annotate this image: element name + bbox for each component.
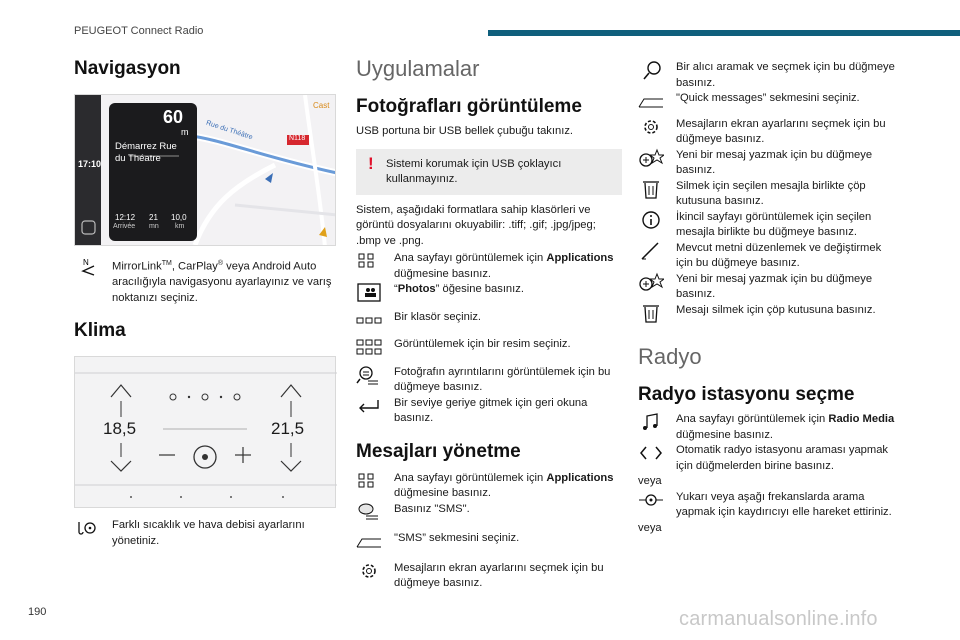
msg-step-sms: Basınız "SMS". bbox=[356, 502, 622, 518]
photo-step-back: Bir seviye geriye gitmek için geri okuna basınız. bbox=[356, 396, 622, 427]
msg-step-search: Bir alıcı aramak ve seçmek için bu düğmeye basınız. bbox=[638, 60, 900, 91]
mirror-link-instruction: N MirrorLink™, CarPlay® veya Android Auto aracılığıyla navigasyonu ayarlayınız ve varış noktanızı seçiniz. bbox=[74, 256, 336, 306]
new-message-icon bbox=[638, 148, 664, 168]
tab-icon bbox=[356, 531, 382, 551]
distance-unit: m bbox=[181, 127, 189, 137]
right-temperature: 21,5 bbox=[271, 419, 305, 439]
folder-list-icon bbox=[356, 310, 382, 330]
page-number: 190 bbox=[28, 606, 47, 618]
msg-step-quick-tab: "Quick messages” sekmesini seçiniz. bbox=[638, 91, 900, 107]
messages-heading: Mesajları yönetme bbox=[356, 440, 521, 462]
trash-icon bbox=[638, 179, 664, 199]
eta-label: Arrivée bbox=[113, 223, 136, 230]
details-search-icon bbox=[356, 365, 382, 385]
photos-icon bbox=[356, 282, 382, 302]
or-text-2: veya bbox=[638, 521, 662, 534]
photos-heading: Fotoğrafları görüntüleme bbox=[356, 96, 582, 117]
msg-step-edit: Mevcut metni düzenlemek ve değiştirmek için bu düğmeye basınız. bbox=[638, 241, 900, 272]
left-temperature: 18,5 bbox=[103, 419, 137, 439]
corner-map-label: Cast bbox=[313, 101, 330, 110]
column-messages-radio bbox=[638, 60, 900, 536]
clock: 17:10 bbox=[78, 159, 102, 169]
seek-arrows-icon bbox=[638, 443, 664, 463]
msg-step-delete: Silmek için seçilen mesajla birlikte çöp kutusuna basınız. bbox=[638, 179, 900, 210]
photo-step-details: Fotoğrafın ayrıntılarını görüntülemek için bu düğmeye basınız. bbox=[356, 365, 622, 396]
applications-grid-icon bbox=[356, 251, 382, 271]
photo-step-image: Görüntülemek için bir resim seçiniz. bbox=[356, 337, 622, 353]
climate-heading: Klima bbox=[74, 320, 126, 342]
navigation-heading: Navigasyon bbox=[74, 58, 181, 79]
back-arrow-icon bbox=[356, 396, 382, 416]
watermark: carmanualsonline.info bbox=[679, 608, 878, 630]
navigation-screen-image bbox=[74, 94, 336, 246]
climate-instruction: Farklı sıcaklık ve hava debisi ayarlarını yönetiniz. bbox=[74, 518, 336, 549]
remaining-minutes: 21 bbox=[149, 213, 158, 222]
new-message-icon bbox=[638, 272, 664, 292]
column-navigation bbox=[74, 54, 336, 549]
settings-gear-icon bbox=[638, 117, 664, 137]
photo-step-applications: Ana sayfayı görüntülemek için Applications düğmesine basınız. bbox=[356, 251, 622, 282]
km-label: km bbox=[175, 223, 185, 230]
applications-grid-icon bbox=[356, 471, 382, 491]
msg-step-applications: Ana sayfayı görüntülemek için Applications düğmesine basınız. bbox=[356, 471, 622, 502]
remaining-km: 10,0 bbox=[171, 213, 187, 222]
eta-time: 12:12 bbox=[115, 213, 136, 222]
radio-step-seek: Otomatik radyo istasyonu araması yapmak için düğmelerden birine basınız. bbox=[638, 443, 900, 474]
usb-warning-box: ! Sistemi korumak için USB çoklayıcı kullanmayınız. bbox=[356, 149, 622, 195]
edit-pencil-icon bbox=[638, 241, 664, 261]
road-label: N118 bbox=[289, 135, 306, 142]
street-map-label: Rue du Théâtre bbox=[205, 119, 254, 142]
radio-heading: Radyo bbox=[638, 344, 702, 369]
radio-step-slider: Yukarı veya aşağı frekanslarda arama yapmak için kaydırıcıyı elle hareket ettiriniz. bbox=[638, 490, 900, 521]
column-applications bbox=[356, 54, 622, 592]
radio-selection-heading: Radyo istasyonu seçme bbox=[638, 384, 855, 405]
formats-text: Sistem, aşağıdaki formatlara sahip klasörleri ve görüntü dosyalarını okuyabilir: .tiff; .gif; .jpg/jpeg; .bmp ve .png. bbox=[356, 203, 596, 247]
msg-step-sms-tab: "SMS” sekmesini seçiniz. bbox=[356, 531, 622, 547]
warning-exclamation-icon: ! bbox=[368, 153, 374, 173]
info-icon bbox=[638, 210, 664, 230]
photo-step-photos: “Photos” öğesine basınız. bbox=[356, 282, 622, 298]
radio-step-home: Ana sayfayı görüntülemek için Radio Media düğmesine basınız. bbox=[638, 412, 900, 443]
sms-icon bbox=[356, 502, 382, 522]
settings-gear-icon bbox=[356, 561, 382, 581]
search-icon bbox=[638, 60, 664, 80]
or-text-1: veya bbox=[638, 475, 662, 487]
minutes-label: mn bbox=[149, 223, 159, 230]
image-grid-icon bbox=[356, 337, 382, 357]
msg-step-delete-2: Mesajı silmek için çöp kutusuna basınız. bbox=[638, 303, 900, 319]
msg-step-info: İkincil sayfayı görüntülemek için seçilen mesajla birlikte bu düğmeye basınız. bbox=[638, 210, 900, 241]
frequency-slider-icon bbox=[638, 490, 664, 510]
climate-fan-icon bbox=[74, 518, 100, 538]
running-header: PEUGEOT Connect Radio bbox=[74, 25, 204, 37]
photo-step-folder: Bir klasör seçiniz. bbox=[356, 310, 622, 326]
distance-readout: 60 bbox=[163, 107, 184, 127]
trash-icon bbox=[638, 303, 664, 323]
tab-icon bbox=[638, 91, 664, 111]
msg-step-display-settings: Mesajların ekran ayarlarını seçmek için bu düğmeye basınız. bbox=[356, 561, 622, 592]
usb-text: USB portuna bir USB bellek çubuğu takınız. bbox=[356, 125, 574, 137]
msg-step-new: Yeni bir mesaj yazmak için bu düğmeye basınız. bbox=[638, 148, 900, 179]
header-accent-bar bbox=[488, 30, 960, 36]
climate-screen-image bbox=[74, 356, 336, 508]
applications-heading: Uygulamalar bbox=[356, 56, 480, 81]
music-note-icon bbox=[638, 412, 664, 432]
msg-step-new-2: Yeni bir mesaj yazmak için bu düğmeye basınız. bbox=[638, 272, 900, 303]
next-street: Démarrez Rue du Théatre bbox=[115, 141, 177, 164]
svg-text:N: N bbox=[83, 258, 89, 267]
msg-step-settings: Mesajların ekran ayarlarını seçmek için bu düğmeye basınız. bbox=[638, 117, 900, 148]
navigation-arrow-icon bbox=[74, 256, 100, 276]
